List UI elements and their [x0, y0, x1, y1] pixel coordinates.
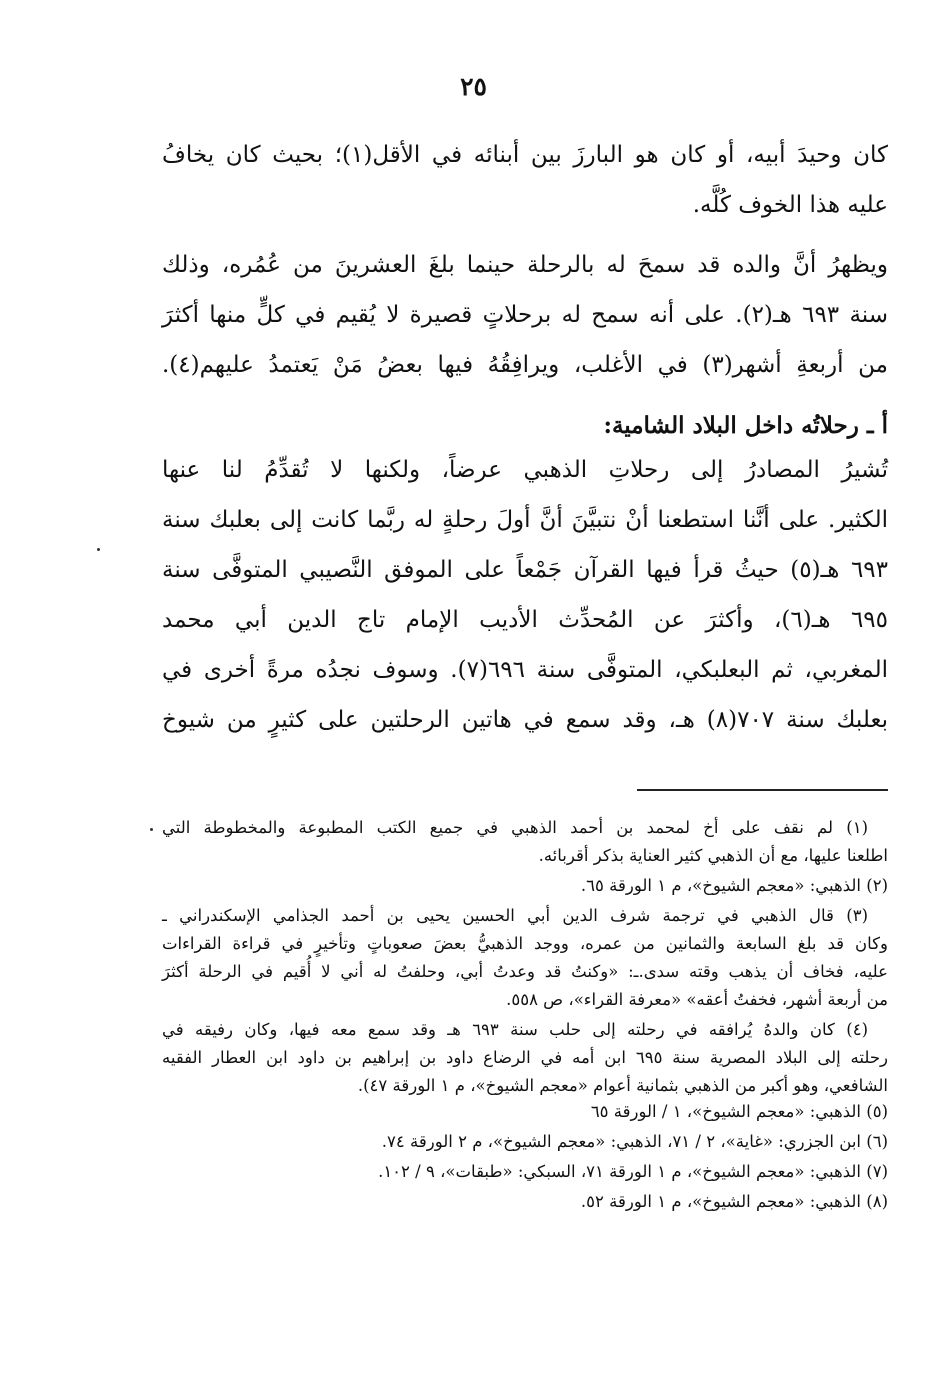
footnote-3-line-2: وكان قد بلغ السابعة والثمانين من عمره، ووجد الذهبيُّ بعضَ صعوباتٍ وتأخيرٍ في قراءة القراءات — [162, 934, 888, 953]
footnote-8: (٨) الذهبي: «معجم الشيوخ»، م ١ الورقة ٥٢. — [580, 1192, 888, 1211]
footnote-separator — [637, 789, 888, 791]
footnote-3-line-4: من أربعة أشهر، فخفتُ أعقه» «معرفة القراء»، ص ٥٥٨. — [506, 990, 888, 1009]
footnote-2: (٢) الذهبي: «معجم الشيوخ»، م ١ الورقة ٦٥. — [580, 876, 888, 895]
footnote-3-line-3: عليه، فخاف أن يذهب وقته سدى.ـ: «وكنتُ قد وعدتُ أبي، وحلفتُ له أني لا أُقيم في الرحلة أكثرَ — [162, 962, 888, 981]
paragraph-3-line-2: الكثير. على أنَّنا استطعنا أنْ نتبيَّنَ أنَّ أولَ رحلةٍ له ربَّما كانت إلى بعلبك سنة — [162, 507, 888, 533]
footnote-3-line-1: (٣) قال الذهبي في ترجمة شرف الدين أبي الحسين يحيى بن أحمد الجذامي الإسكندراني ـ — [162, 906, 868, 925]
paragraph-3-line-6: بعلبك سنة ٧٠٧(٨) هـ، وقد سمع في هاتين الرحلتين على كثيرٍ من شيوخ — [162, 707, 888, 733]
paragraph-3-line-4: ٦٩٥ هـ(٦)، وأكثرَ عن المُحدِّث الأديب الإمام تاج الدين أبي محمد — [162, 607, 889, 633]
footnote-6: (٦) ابن الجزري: «غاية»، ٢ / ٧١، الذهبي: «معجم الشيوخ»، م ٢ الورقة ٧٤. — [381, 1132, 888, 1151]
footnote-7: (٧) الذهبي: «معجم الشيوخ»، م ١ الورقة ٧١، السبكي: «طبقات»، ٩ / ١٠٢. — [378, 1162, 888, 1181]
footnote-4-line-1: (٤) كان والدهُ يُرافقه في رحلته إلى حلب سنة ٦٩٣ هـ وقد سمع معه فيها، وكان رفيقه في — [162, 1020, 868, 1039]
paragraph-3-line-5: المغربي، ثم البعلبكي، المتوفَّى سنة ٦٩٦(٧). وسوف نجدُه مرةً أخرى في — [162, 657, 888, 683]
scan-speck — [150, 828, 153, 831]
section-heading: أ ـ رحلاتُه داخل البلاد الشامية: — [603, 412, 888, 439]
paragraph-2-line-3: من أربعةِ أشهر(٣) في الأغلب، ويرافِقُهُ فيها بعضُ مَنْ يَعتمدُ عليهم(٤). — [162, 352, 888, 378]
paragraph-1-line-1: كان وحيدَ أبيه، أو كان هو البارزَ بين أبنائه في الأقل(١)؛ بحيث كان يخافُ — [162, 142, 889, 168]
paragraph-1-line-2: عليه هذا الخوف كُلَّه. — [692, 192, 888, 218]
paragraph-2-line-2: سنة ٦٩٣ هـ(٢). على أنه سمح له برحلاتٍ قصيرة لا يُقيم في كلٍّ منها أكثرَ — [162, 302, 889, 328]
paragraph-2-line-1: ويظهرُ أنَّ والده قد سمحَ له بالرحلة حينما بلغَ العشرينَ من عُمُره، وذلك — [162, 252, 888, 278]
paragraph-3-line-3: ٦٩٣ هـ(٥) حيثُ قرأ فيها القرآن جَمْعاً على الموفق النَّصيبي المتوفَّى سنة — [162, 557, 889, 583]
footnote-1-line-1: (١) لم نقف على أخ لمحمد بن أحمد الذهبي في جميع الكتب المطبوعة والمخطوطة التي — [162, 818, 868, 837]
paragraph-3-line-1: تُشيرُ المصادرُ إلى رحلاتِ الذهبي عرضاً، ولكنها لا تُقدِّمُ لنا عنها — [162, 457, 888, 483]
scan-speck — [97, 548, 100, 551]
footnote-1-line-2: اطلعنا عليها، مع أن الذهبي كثير العناية بذكر أقربائه. — [538, 846, 888, 865]
footnote-4-line-3: الشافعي، وهو أكبر من الذهبي بثمانية أعوام «معجم الشيوخ»، م ١ الورقة ٤٧). — [357, 1076, 888, 1095]
footnote-5: (٥) الذهبي: «معجم الشيوخ»، ١ / الورقة ٦٥ — [590, 1102, 888, 1121]
footnote-4-line-2: رحلته إلى البلاد المصرية سنة ٦٩٥ ابن أمه في الرضاع داود بن إبراهيم بن داود ابن العطار الفقيه — [162, 1048, 889, 1067]
page-number: ٢٥ — [460, 72, 487, 101]
